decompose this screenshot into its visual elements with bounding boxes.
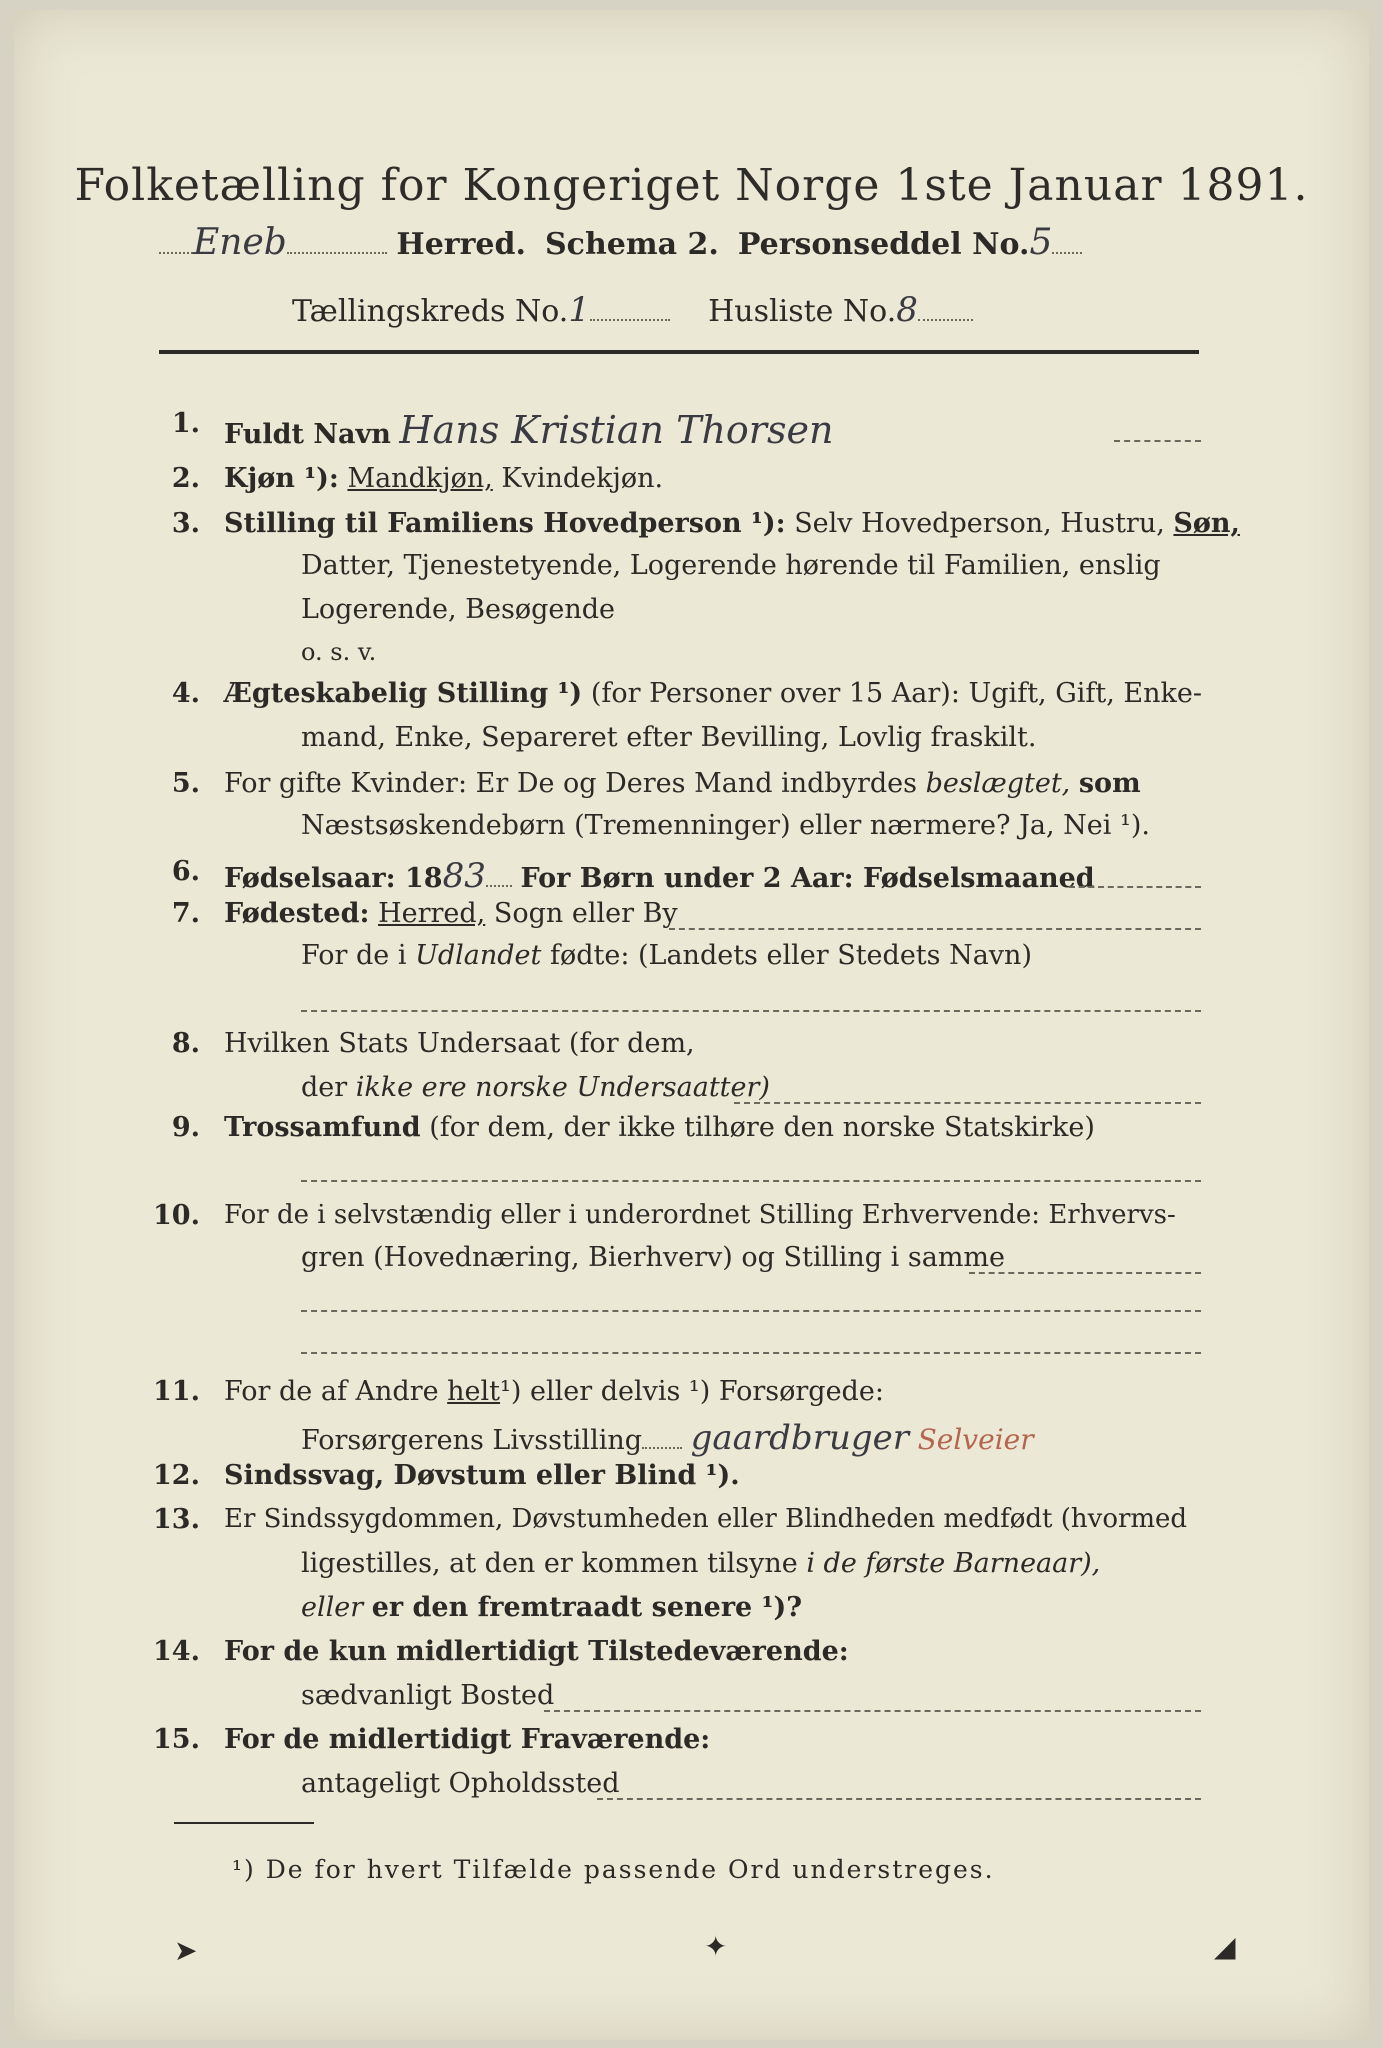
item-7-number: 7.: [171, 898, 200, 929]
item-5-related: beslægtet,: [925, 768, 1071, 799]
item-9-number: 9.: [171, 1112, 200, 1143]
full-name-value: Hans Kristian Thorsen: [399, 408, 834, 452]
item-9-question: [224, 1112, 1095, 1143]
occupation-fill-3: [301, 1352, 1201, 1354]
citizenship-text-a: der: [301, 1072, 348, 1103]
item-14-line-2: sædvanligt Bosted: [301, 1680, 555, 1711]
item-13-line-3: [301, 1592, 802, 1623]
birthplace-fill: [669, 928, 1201, 930]
support-text-c: ¹) eller delvis ¹) Forsørgede:: [500, 1376, 884, 1407]
religion-text: (for dem, der ikke tilhøre den norske Statskirke): [429, 1112, 1095, 1143]
citizenship-fill: [734, 1102, 1201, 1104]
herred-name: Eneb: [193, 222, 287, 263]
residence-fill: [544, 1710, 1201, 1712]
item-15-line-2: antageligt Opholdssted: [301, 1768, 620, 1799]
taellingskreds-no: 1: [568, 290, 590, 330]
item-3-line-4: o. s. v.: [301, 638, 377, 666]
registration-mark-left: ➤: [174, 1934, 198, 1967]
birth-year-value: 83: [442, 856, 486, 896]
husliste-label: Husliste No.: [708, 294, 897, 329]
birth-month-label: For Børn under 2 Aar: Fødselsmaaned: [520, 863, 1095, 894]
abroad-text-a: For de i: [301, 940, 407, 971]
item-10-line-2: gren (Hovednæring, Bierhverv) og Stilling i samme: [301, 1242, 1006, 1273]
birth-year-label: Fødselsaar: 18: [224, 863, 443, 894]
item-13-text-d: er den fremtraadt senere ¹)?: [371, 1592, 803, 1623]
item-4-line-2: mand, Enke, Separeret efter Bevilling, Lovlig fraskilt.: [301, 722, 1037, 753]
item-8-line-2: [301, 1072, 770, 1103]
husliste-no: 8: [896, 290, 918, 330]
personseddel-label: Personseddel No.: [737, 227, 1030, 262]
item-6-question: [224, 856, 1095, 896]
taellingskreds-label: Tællingskreds No.: [292, 294, 569, 329]
gender-male: Mandkjøn,: [347, 463, 493, 494]
abroad-fill: [301, 1010, 1201, 1012]
item-13-text-c: eller: [301, 1592, 364, 1623]
item-14-line-1: For de kun midlertidigt Tilstedeværende:: [224, 1636, 849, 1667]
family-position-selected: Søn,: [1173, 508, 1240, 539]
item-10-line-1: For de i selvstændig eller i underordnet Stilling Erhvervende: Erhvervs-: [224, 1200, 1176, 1230]
item-14-number: 14.: [153, 1636, 200, 1667]
registration-mark-center: ✦: [704, 1930, 728, 1963]
item-15-line-1: For de midlertidigt Fraværende:: [224, 1724, 711, 1755]
taellingskreds-line: [292, 290, 973, 330]
marital-status-label: Ægteskabelig Stilling ¹): [224, 678, 583, 709]
birthplace-selected: Herred,: [378, 898, 486, 929]
item-2-question: [224, 463, 663, 494]
herred-line: [159, 222, 1082, 263]
header-rule: [159, 350, 1199, 354]
item-3-line-1: [224, 508, 1240, 539]
abroad-text-c: fødte: (Landets eller Stedets Navn): [549, 940, 1032, 971]
item-3-line-3: Logerende, Besøgende: [301, 594, 615, 625]
footnote: ¹) De for hvert Tilfælde passende Ord understreges.: [232, 1855, 995, 1884]
item-5-line-2: Næstsøskendebørn (Tremenninger) eller nærmere? Ja, Nei ¹).: [301, 810, 1150, 841]
occupation-fill-2: [301, 1310, 1201, 1312]
item-12-number: 12.: [153, 1460, 200, 1491]
provider-occupation-label: Forsørgerens Livsstilling: [301, 1425, 643, 1456]
provider-occupation-value: gaardbruger: [690, 1418, 909, 1458]
personseddel-no: 5: [1029, 222, 1053, 263]
item-1-question: [224, 408, 833, 452]
family-position-label: Stilling til Familiens Hovedperson ¹):: [224, 508, 786, 539]
marital-status-options: (for Personer over 15 Aar): Ugift, Gift, Enke-: [590, 678, 1202, 709]
item-13-text-a: ligestilles, at den er kommen tilsyne: [301, 1548, 798, 1579]
item-3-line-2: Datter, Tjenestetyende, Logerende hørende til Familien, enslig: [301, 550, 1161, 581]
item-3-number: 3.: [171, 508, 200, 539]
name-fill-line: [1114, 440, 1201, 442]
family-position-options: Selv Hovedperson, Hustru,: [794, 508, 1165, 539]
whereabouts-fill: [597, 1798, 1201, 1800]
item-8-line-1: Hvilken Stats Undersaat (for dem,: [224, 1028, 695, 1059]
item-7-line-2: [301, 940, 1032, 971]
birth-month-fill: [1069, 886, 1201, 888]
footnote-rule: [174, 1822, 314, 1824]
item-13-line-2: [301, 1548, 1100, 1579]
item-11-number: 11.: [153, 1376, 200, 1407]
item-4-number: 4.: [171, 678, 200, 709]
religion-fill: [301, 1180, 1201, 1182]
birthplace-options: Sogn eller By: [493, 898, 678, 929]
abroad-text-b: Udlandet: [415, 940, 542, 971]
support-text-a: For de af Andre: [224, 1376, 439, 1407]
full-name-label: Fuldt Navn: [224, 419, 391, 450]
herred-label: Herred.: [396, 227, 526, 262]
item-5-line-1: [224, 768, 1141, 799]
item-7-line-1: [224, 898, 678, 929]
item-11-line-2: [301, 1418, 1034, 1458]
item-15-number: 15.: [153, 1724, 200, 1755]
item-2-number: 2.: [171, 463, 200, 494]
birthplace-label: Fødested:: [224, 898, 370, 929]
religion-label: Trossamfund: [224, 1112, 421, 1143]
registration-mark-right: ◢: [1214, 1930, 1236, 1963]
occupation-fill-1: [969, 1272, 1201, 1274]
item-12-question: Sindssvag, Døvstum eller Blind ¹).: [224, 1460, 740, 1491]
schema-label: Schema 2.: [545, 227, 719, 262]
provider-occupation-annotation: Selveier: [917, 1423, 1034, 1456]
gender-label: Kjøn ¹):: [224, 463, 339, 494]
item-11-line-1: [224, 1376, 884, 1407]
item-1-number: 1.: [171, 408, 200, 439]
item-13-line-1: Er Sindssygdommen, Døvstumheden eller Blindheden medfødt (hvormed: [224, 1504, 1188, 1534]
support-fully: helt: [447, 1376, 501, 1407]
citizenship-text-b: ikke ere norske Undersaatter): [355, 1072, 770, 1103]
item-6-number: 6.: [171, 856, 200, 887]
item-5-text: For gifte Kvinder: Er De og Deres Mand indbyrdes: [224, 768, 917, 799]
gender-female: Kvindekjøn.: [501, 463, 664, 494]
census-form-page: [14, 10, 1369, 2040]
item-13-text-b: i de første Barneaar),: [806, 1548, 1101, 1579]
item-5-som: som: [1078, 768, 1141, 799]
item-4-line-1: [224, 678, 1202, 709]
form-title: Folketælling for Kongeriget Norge 1ste Januar 1891.: [74, 160, 1309, 211]
item-5-number: 5.: [171, 768, 200, 799]
item-8-number: 8.: [171, 1028, 200, 1059]
item-10-number: 10.: [153, 1200, 200, 1231]
item-13-number: 13.: [153, 1504, 200, 1535]
